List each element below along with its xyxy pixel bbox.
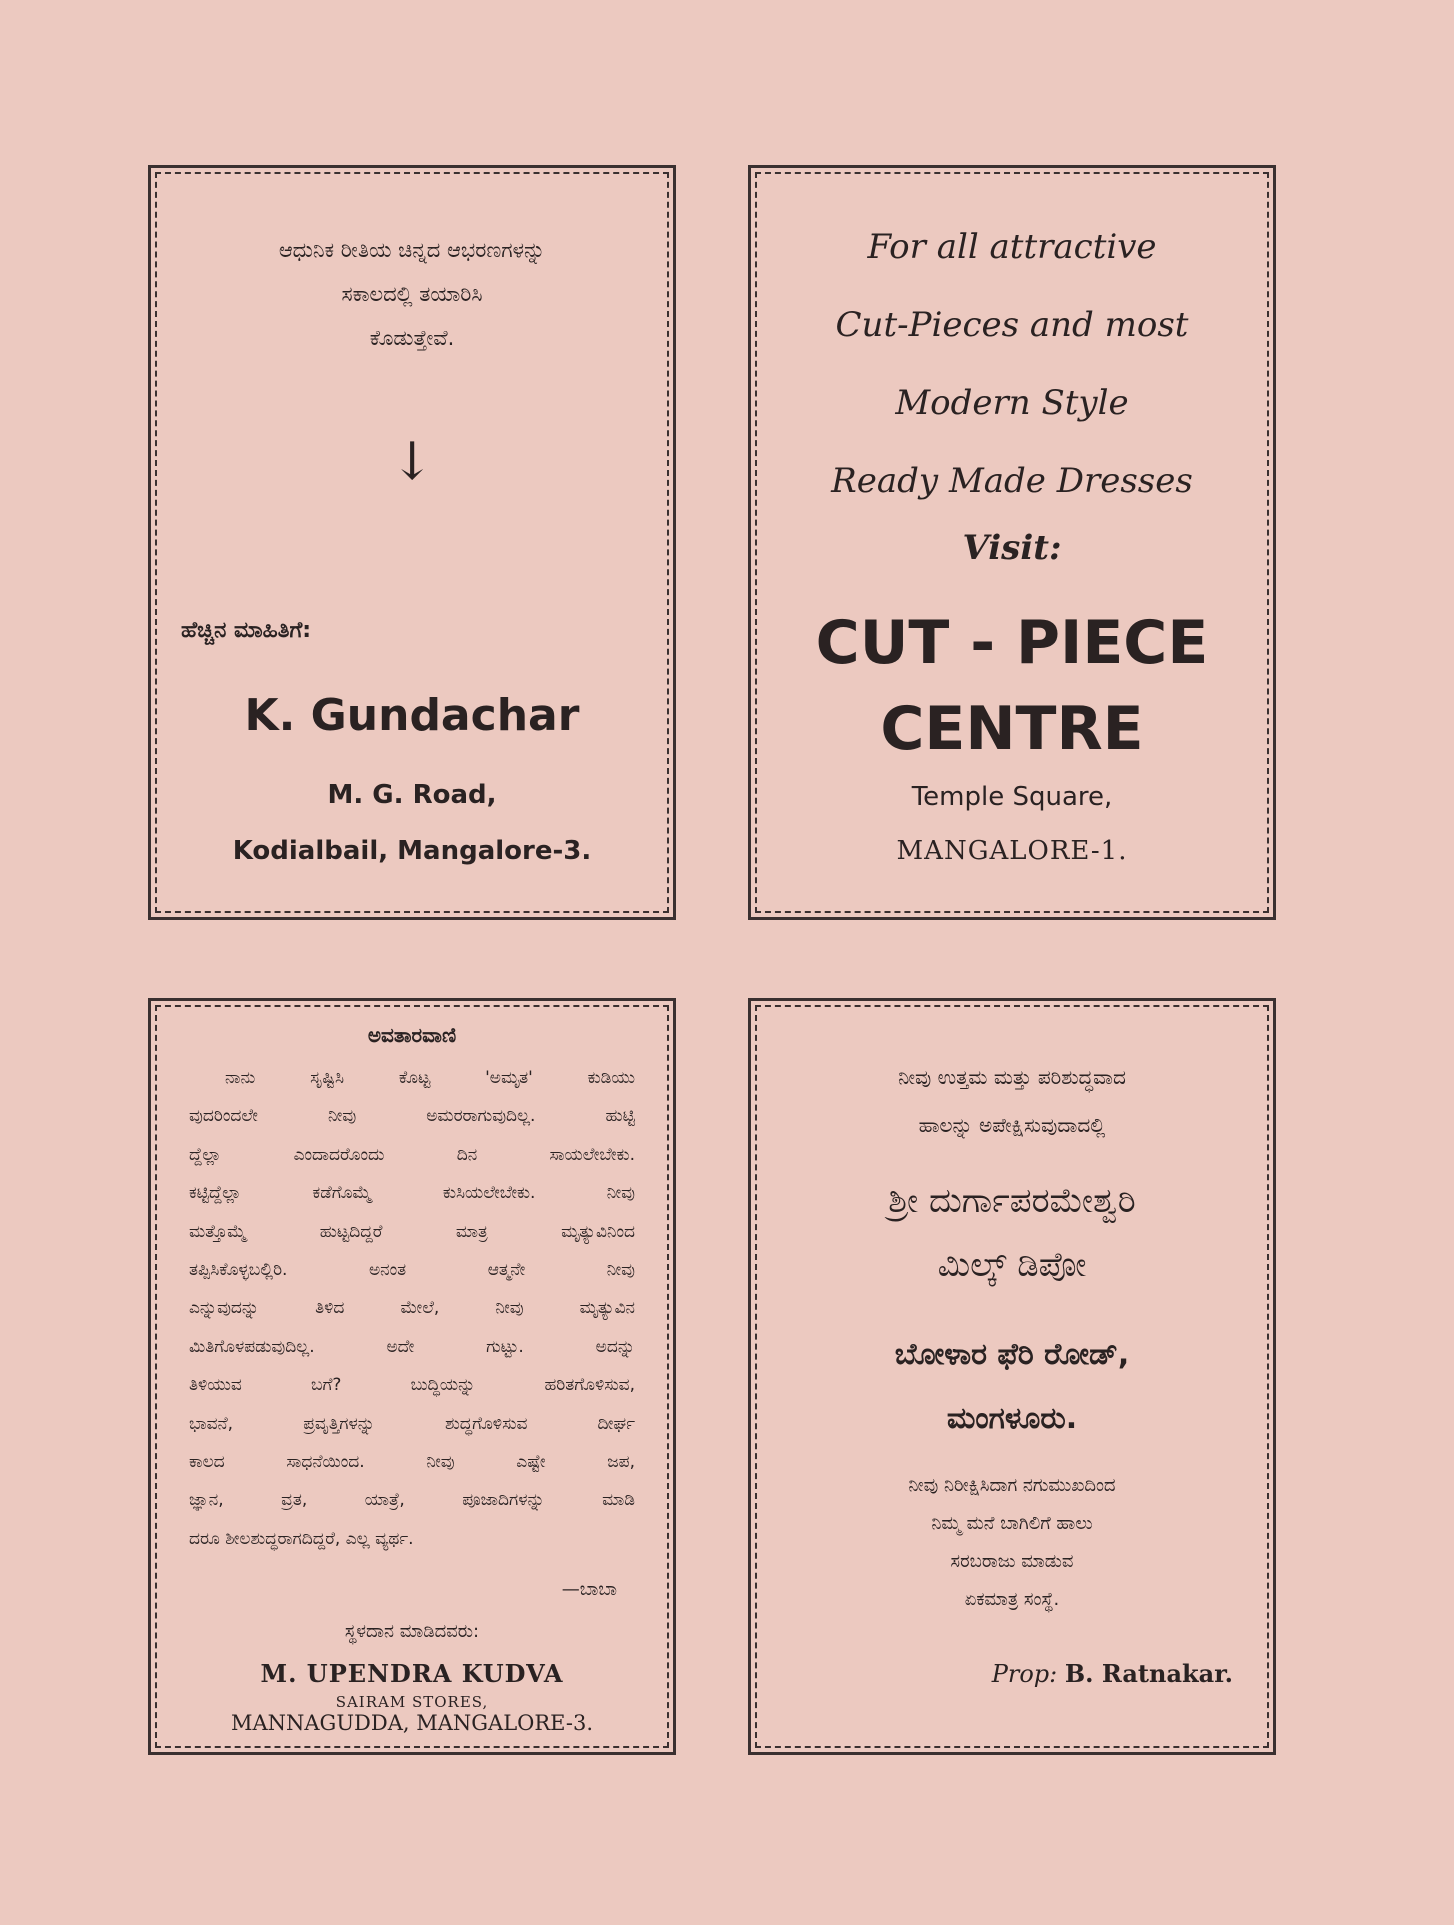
ad4-proprietor [992,1659,1233,1688]
ad-milk-depot [748,998,1276,1755]
ad4-desc-line-2: ನಿಮ್ಮ ಮನೆ ಬಾಗಿಲಿಗೆ ಹಾಲು [931,1513,1093,1534]
ad1-business-name: K. Gundachar [244,690,580,741]
ad4-intro [751,1053,1273,1149]
ad-cut-piece-centre [748,165,1276,920]
ad2-shop-name [751,600,1273,772]
ad3-body-line: ಕಾಲದ ಸಾಧನೆಯಿಂದ. ನೀವು ಎಷ್ಟೇ ಜಪ, [189,1452,635,1473]
ad2-line-4: Ready Made Dresses [831,461,1193,501]
ad3-address: MANNAGUDDA, MANGALORE-3. [230,1711,594,1735]
ad2-tagline [751,208,1273,520]
ad1-line-3: ಕೊಡುತ್ತೇವೆ. [369,326,455,350]
ad-avataravani [148,998,676,1755]
ad3-body-line: ನಾನು ಸೃಷ್ಟಿಸಿ ಕೊಟ್ಟ 'ಅಮೃತ' ಕುಡಿಯು [225,1068,635,1088]
ad3-body-line: ಮತ್ತೊಮ್ಮೆ ಹುಟ್ಟದಿದ್ದರೆ ಮಾತ್ರ ಮೃತ್ಯುವಿನಿಂದ [189,1221,635,1242]
ad3-body-line: ಮಿತಿಗೊಳಪಡುವುದಿಲ್ಲ. ಅದೇ ಗುಟ್ಟು. ಅದನ್ನು [189,1336,635,1357]
ad3-body-line: ದರೂ ಶೀಲಶುದ್ಧರಾಗದಿದ್ದರೆ, ಎಲ್ಲ ವ್ಯರ್ಥ. [189,1528,414,1549]
ad4-intro-line-1: ನೀವು ಉತ್ತಮ ಮತ್ತು ಪರಿಶುದ್ಧವಾದ [898,1065,1126,1089]
ad2-line-3: Modern Style [895,383,1129,423]
ad4-address-line-2: ಮಂಗಳೂರು. [946,1401,1078,1436]
ad1-line-1: ಆಧುನಿಕ ರೀತಿಯ ಚಿನ್ನದ ಆಭರಣಗಳನ್ನು [278,238,546,262]
ad3-body-line: ತಿಳಿಯುವ ಬಗೆ? ಬುದ್ಧಿಯನ್ನು ಹರಿತಗೊಳಿಸುವ, [189,1375,635,1396]
ad3-signature: —ಬಾಬಾ [561,1579,617,1600]
ad2-line-1: For all attractive [867,227,1157,267]
ad4-desc-line-3: ಸರಬರಾಜು ಮಾಡುವ [950,1551,1074,1572]
ad4-prop-name: B. Ratnakar. [1064,1659,1233,1688]
ad4-address-line-1: ಬೋಳಾರ ಫೆರಿ ರೋಡ್, [894,1337,1130,1372]
ad3-body [189,1059,635,1558]
ad2-visit: Visit: [962,528,1062,568]
ad1-city: Kodialbail, Mangalore-3. [232,836,592,866]
ad2-line-2: Cut-Pieces and most [835,305,1189,345]
ad3-title: ಅವತಾರವಾಣಿ [367,1023,457,1047]
arrow-down-icon: ↓ [390,432,434,492]
ad1-road: M. G. Road, [327,780,497,810]
ad3-body-line: ಭಾವನೆ, ಪ್ರವೃತ್ತಿಗಳನ್ನು ಶುದ್ಧಗೊಳಿಸುವ ದೀರ್ಘ [189,1413,635,1434]
ad4-desc-line-1: ನೀವು ನಿರೀಕ್ಷಿಸಿದಾಗ ನಗುಮುಖದಿಂದ [908,1475,1116,1496]
ad2-shop-line-2: CENTRE [880,694,1144,764]
ad4-shop-name [751,1169,1273,1297]
ad3-body-line: ಕಟ್ಟಿದ್ದೆಲ್ಲಾ ಕಡೆಗೊಮ್ಮೆ ಕುಸಿಯಲೇಬೇಕು. ನೀವು [189,1183,635,1204]
ad4-desc-line-4: ಏಕಮಾತ್ರ ಸಂಸ್ಥೆ. [964,1589,1060,1610]
ad2-shop-line-1: CUT - PIECE [815,608,1209,678]
ad1-line-2: ಸಕಾಲದಲ್ಲಿ ತಯಾರಿಸಿ [341,282,483,306]
ad3-body-line: ವುದರಿಂದಲೇ ನೀವು ಅಮರರಾಗುವುದಿಲ್ಲ. ಹುಟ್ಟಿ [189,1106,635,1127]
ad3-sponsor-name: M. UPENDRA KUDVA [260,1659,564,1688]
ad4-shop-line-1: ಶ್ರೀ ದುರ್ಗಾಪರಮೇಶ್ವರಿ [888,1181,1136,1221]
ad3-body-line: ಎನ್ನುವುದನ್ನು ತಿಳಿದ ಮೇಲೆ, ನೀವು ಮೃತ್ಯುವಿನ [189,1298,635,1319]
ad4-prop-label: Prop: [991,1660,1058,1688]
ad4-address [751,1323,1273,1451]
ad-gundachar [148,165,676,920]
ad2-city: MANGALORE-1. [896,836,1128,866]
ad3-body-line: ಜ್ಞಾನ, ವ್ರತ, ಯಾತ್ರೆ, ಪೂಜಾದಿಗಳನ್ನು ಮಾಡಿ [189,1490,635,1511]
ad4-description [751,1467,1273,1619]
ad3-sponsor-label: ಸ್ಥಳದಾನ ಮಾಡಿದವರು: [344,1621,480,1642]
ad3-store: SAIRAM STORES, [335,1693,489,1711]
ad3-body-line: ದ್ದೆಲ್ಲಾ ಎಂದಾದರೊಂದು ದಿನ ಸಾಯಲೇಬೇಕು. [189,1144,635,1165]
ad1-kannada-text [151,228,673,360]
ad4-shop-line-2: ಮಿಲ್ಕ್ ಡಿಪೋ [937,1245,1087,1285]
ad1-more-info-label: ಹೆಚ್ಚಿನ ಮಾಹಿತಿಗೆ: [181,618,312,643]
ad4-intro-line-2: ಹಾಲನ್ನು ಅಪೇಕ್ಷಿಸುವುದಾದಲ್ಲಿ [918,1113,1106,1137]
ad3-body-line: ತಪ್ಪಿಸಿಕೊಳ್ಳಬಲ್ಲಿರಿ. ಅನಂತ ಆತ್ಮನೇ ನೀವು [189,1260,635,1281]
ad2-square: Temple Square, [911,782,1113,812]
